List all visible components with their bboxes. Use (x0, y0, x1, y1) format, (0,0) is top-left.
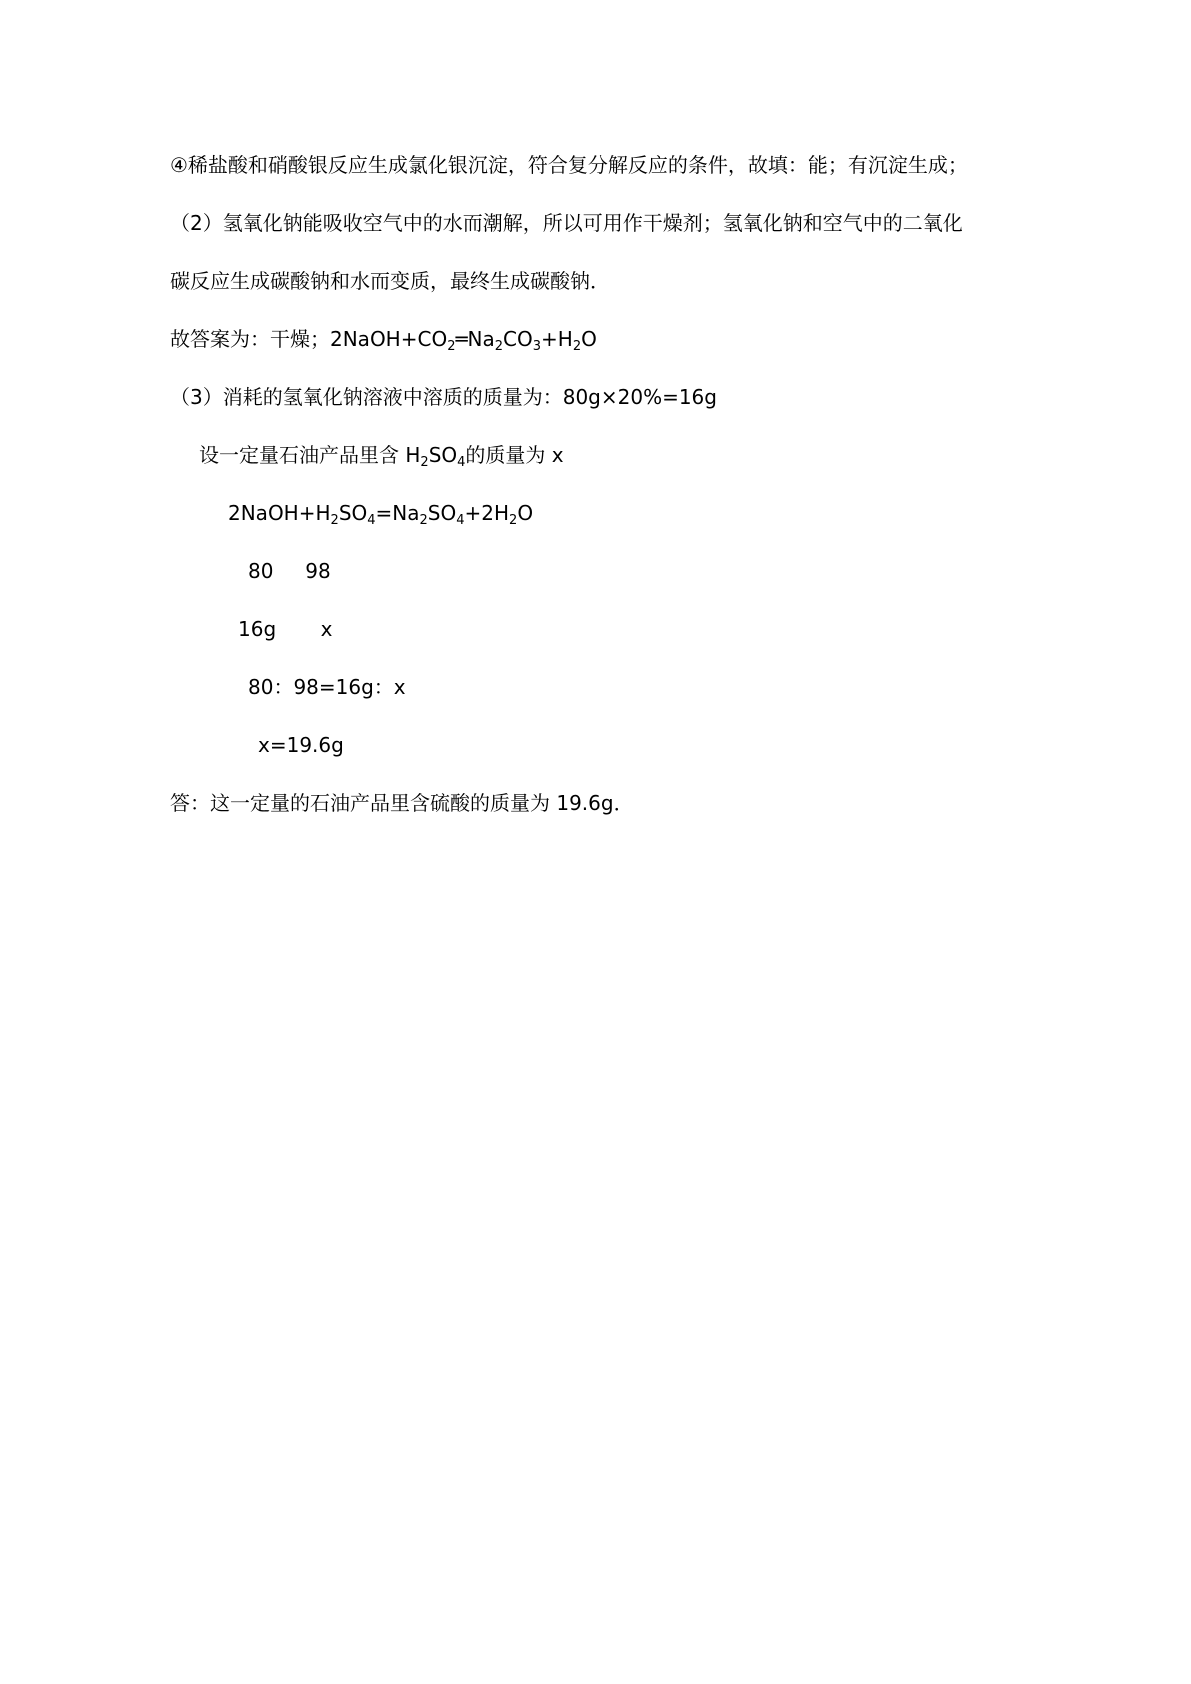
molar-mass-line: 80 98 (248, 559, 331, 583)
equation-part: 2NaOH+H (228, 501, 331, 525)
subscript: 4 (457, 455, 466, 470)
answer-text: 故答案为：干燥；2NaOH+CO (170, 327, 448, 351)
assumption-text: 的质量为 x (465, 443, 564, 467)
subscript: 4 (456, 513, 465, 528)
text-line-5: （3）消耗的氢氧化钠溶液中溶质的质量为：80g×20%=16g (170, 385, 717, 409)
subscript: 2 (330, 513, 339, 528)
equation-part: +2H (464, 501, 510, 525)
equation-part: SO (427, 501, 457, 525)
formula-part: SO (428, 443, 458, 467)
assumption-line (199, 442, 564, 468)
subscript: 2 (419, 513, 428, 528)
known-values-line: 16g x (238, 617, 333, 641)
subscript: 3 (532, 339, 542, 354)
text-line-3: 碳反应生成碳酸钠和水而变质，最终生成碳酸钠． (170, 269, 610, 293)
equation-part: ═Na (455, 327, 495, 351)
text-line-1: ④稀盐酸和硝酸银反应生成氯化银沉淀，符合复分解反应的条件，故填：能；有沉淀生成； (170, 153, 968, 177)
assumption-text: 设一定量石油产品里含 H (199, 443, 421, 467)
subscript: 2 (509, 513, 518, 528)
text-line-2: （2）氢氧化钠能吸收空气中的水而潮解，所以可用作干燥剂；氢氧化钠和空气中的二氧化 (170, 211, 963, 235)
equation-part: O (581, 327, 597, 351)
equation-part: +H (541, 327, 573, 351)
subscript: 2 (447, 339, 456, 354)
equation-part: CO (503, 327, 533, 351)
reaction-equation (228, 500, 533, 526)
result-line: x=19.6g (258, 733, 344, 757)
proportion-line: 80：98=16g：x (248, 675, 406, 699)
final-answer: 答：这一定量的石油产品里含硫酸的质量为 19.6g． (170, 791, 634, 815)
equation-part: =Na (375, 501, 420, 525)
equation-part: O (517, 501, 534, 525)
answer-equation-line (170, 326, 597, 352)
equation-part: SO (338, 501, 368, 525)
subscript: 2 (494, 339, 504, 354)
subscript: 2 (420, 455, 429, 470)
subscript: 4 (367, 513, 376, 528)
subscript: 2 (572, 339, 582, 354)
